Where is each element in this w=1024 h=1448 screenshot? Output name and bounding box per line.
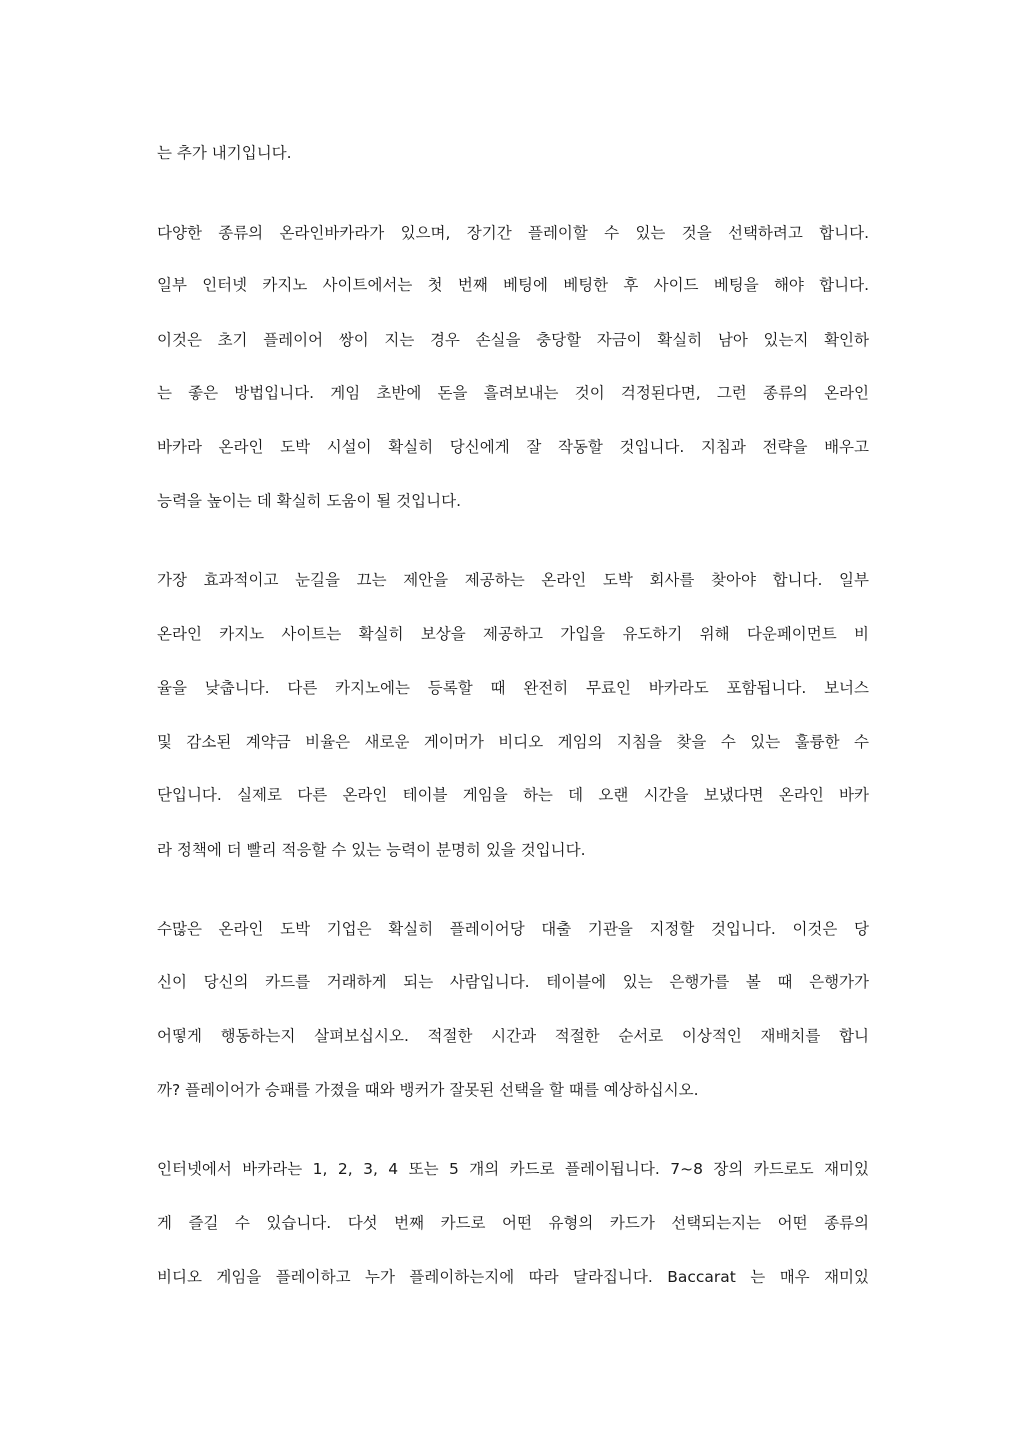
paragraph-1-line-3: 는 좋은 방법입니다. 게임 초반에 돈을 흘려보내는 것이 걱정된다면, 그런 종류의 온라인 — [157, 384, 869, 402]
paragraph-0-line-0: 는 추가 내기입니다. — [157, 144, 292, 162]
paragraph-2-line-4: 단입니다. 실제로 다른 온라인 테이블 게임을 하는 데 오랜 시간을 보냈다면 온라인 바카 — [157, 786, 869, 804]
paragraph-3-line-3: 까? 플레이어가 승패를 가졌을 때와 뱅커가 잘못된 선택을 할 때를 예상하십시오. — [157, 1081, 699, 1099]
paragraph-1-line-5: 능력을 높이는 데 확실히 도움이 될 것입니다. — [157, 492, 462, 510]
paragraph-2-line-5: 라 정책에 더 빨리 적응할 수 있는 능력이 분명히 있을 것입니다. — [157, 841, 586, 859]
paragraph-1-line-2: 이것은 초기 플레이어 쌍이 지는 경우 손실을 충당할 자금이 확실히 남아 있는지 확인하 — [157, 331, 869, 349]
paragraph-4-line-2: 비디오 게임을 플레이하고 누가 플레이하는지에 따라 달라집니다. Baccarat 는 매우 재미있 — [157, 1268, 869, 1286]
paragraph-1-line-0: 다양한 종류의 온라인바카라가 있으며, 장기간 플레이할 수 있는 것을 선택하려고 합니다. — [157, 224, 869, 242]
paragraph-2-line-3: 및 감소된 계약금 비율은 새로운 게이머가 비디오 게임의 지침을 찾을 수 있는 훌륭한 수 — [157, 733, 869, 751]
paragraph-4-line-1: 게 즐길 수 있습니다. 다섯 번째 카드로 어떤 유형의 카드가 선택되는지는 어떤 종류의 — [157, 1214, 869, 1232]
paragraph-1-line-4: 바카라 온라인 도박 시설이 확실히 당신에게 잘 작동할 것입니다. 지침과 전략을 배우고 — [157, 438, 869, 456]
paragraph-2-line-2: 율을 낮춥니다. 다른 카지노에는 등록할 때 완전히 무료인 바카라도 포함됩니다. 보너스 — [157, 679, 869, 697]
paragraph-3-line-2: 어떻게 행동하는지 살펴보십시오. 적절한 시간과 적절한 순서로 이상적인 재배치를 합니 — [157, 1027, 869, 1045]
paragraph-4-line-0: 인터넷에서 바카라는 1, 2, 3, 4 또는 5 개의 카드로 플레이됩니다. 7~8 장의 카드로도 재미있 — [157, 1160, 869, 1178]
paragraph-1-line-1: 일부 인터넷 카지노 사이트에서는 첫 번째 베팅에 베팅한 후 사이드 베팅을 해야 합니다. — [157, 276, 869, 294]
paragraph-3-line-0: 수많은 온라인 도박 기업은 확실히 플레이어당 대출 기관을 지정할 것입니다. 이것은 당 — [157, 920, 869, 938]
paragraph-2-line-0: 가장 효과적이고 눈길을 끄는 제안을 제공하는 온라인 도박 회사를 찾아야 합니다. 일부 — [157, 571, 869, 589]
paragraph-2-line-1: 온라인 카지노 사이트는 확실히 보상을 제공하고 가입을 유도하기 위해 다운페이먼트 비 — [157, 625, 869, 643]
paragraph-3-line-1: 신이 당신의 카드를 거래하게 되는 사람입니다. 테이블에 있는 은행가를 볼 때 은행가가 — [157, 973, 869, 991]
